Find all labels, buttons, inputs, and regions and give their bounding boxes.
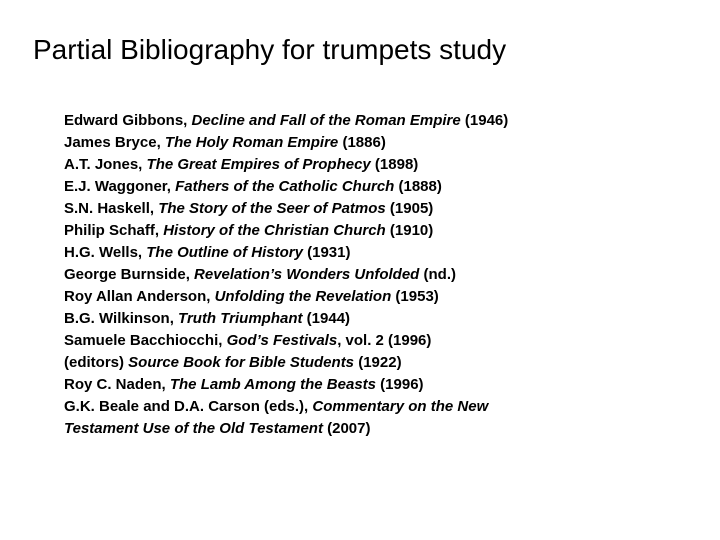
entry-year: (1898): [370, 156, 419, 173]
entry-work: Truth Triumphant: [178, 310, 303, 327]
entry-year: (2007): [322, 420, 371, 437]
entry-year: (1922): [354, 354, 402, 371]
entry-work-continued: Testament Use of the Old Testament: [64, 420, 323, 437]
bibliography-entry: [64, 242, 664, 264]
bibliography-entry: [64, 110, 664, 132]
entry-author: James Bryce,: [64, 134, 165, 151]
entry-year: (1946): [460, 112, 509, 129]
entry-year: (1931): [302, 244, 351, 261]
entry-work: The Great Empires of Prophecy: [146, 156, 371, 173]
entry-author: Roy Allan Anderson,: [64, 288, 215, 305]
entry-work: Unfolding the Revelation: [214, 288, 392, 305]
entry-author: H.G. Wells,: [64, 244, 147, 261]
entry-author: B.G. Wilkinson,: [64, 310, 179, 327]
bibliography-entry: [64, 264, 664, 286]
entry-work: The Lamb Among the Beasts: [169, 376, 376, 393]
entry-work: The Story of the Seer of Patmos: [158, 200, 386, 217]
entry-author: Samuele Bacchiocchi,: [64, 332, 227, 349]
entry-year: , vol. 2 (1996): [337, 332, 432, 349]
bibliography-entry: [64, 154, 664, 176]
entry-author: (editors): [64, 354, 129, 371]
bibliography-entry: [64, 352, 664, 374]
entry-work: Source Book for Bible Students: [128, 354, 355, 371]
entry-author: A.T. Jones,: [64, 156, 147, 173]
entry-author: S.N. Haskell,: [64, 200, 159, 217]
entry-work: The Holy Roman Empire: [164, 134, 339, 151]
entry-year: (1888): [394, 178, 442, 195]
entry-year: (1905): [385, 200, 434, 217]
entry-year: (1910): [385, 222, 434, 239]
entry-year: (nd.): [419, 266, 457, 283]
entry-year: (1996): [376, 376, 424, 393]
bibliography-entry: [64, 308, 664, 330]
bibliography-list: [64, 110, 664, 440]
bibliography-entry: [64, 286, 664, 308]
entry-work: God’s Festivals: [226, 332, 338, 349]
entry-work: Fathers of the Catholic Church: [175, 178, 395, 195]
entry-work: Commentary on the New: [312, 398, 489, 415]
entry-author: G.K. Beale and D.A. Carson (eds.),: [64, 398, 313, 415]
bibliography-entry: [64, 396, 664, 440]
bibliography-entry: [64, 198, 664, 220]
bibliography-entry: [64, 176, 664, 198]
entry-year: (1944): [302, 310, 351, 327]
entry-work: History of the Christian Church: [163, 222, 386, 239]
bibliography-entry: [64, 330, 664, 352]
bibliography-entry: [64, 132, 664, 154]
slide-title: Partial Bibliography for trumpets study: [33, 34, 507, 65]
entry-author: George Burnside,: [64, 266, 195, 283]
entry-work: Revelation’s Wonders Unfolded: [194, 266, 420, 283]
entry-work: The Outline of History: [146, 244, 303, 261]
entry-year: (1886): [338, 134, 386, 151]
bibliography-entry: [64, 374, 664, 396]
entry-author: Philip Schaff,: [64, 222, 164, 239]
entry-year: (1953): [391, 288, 439, 305]
entry-author: Roy C. Naden,: [64, 376, 170, 393]
entry-work: Decline and Fall of the Roman Empire: [191, 112, 461, 129]
entry-author: Edward Gibbons,: [64, 112, 192, 129]
entry-author: E.J. Waggoner,: [64, 178, 176, 195]
bibliography-entry: [64, 220, 664, 242]
